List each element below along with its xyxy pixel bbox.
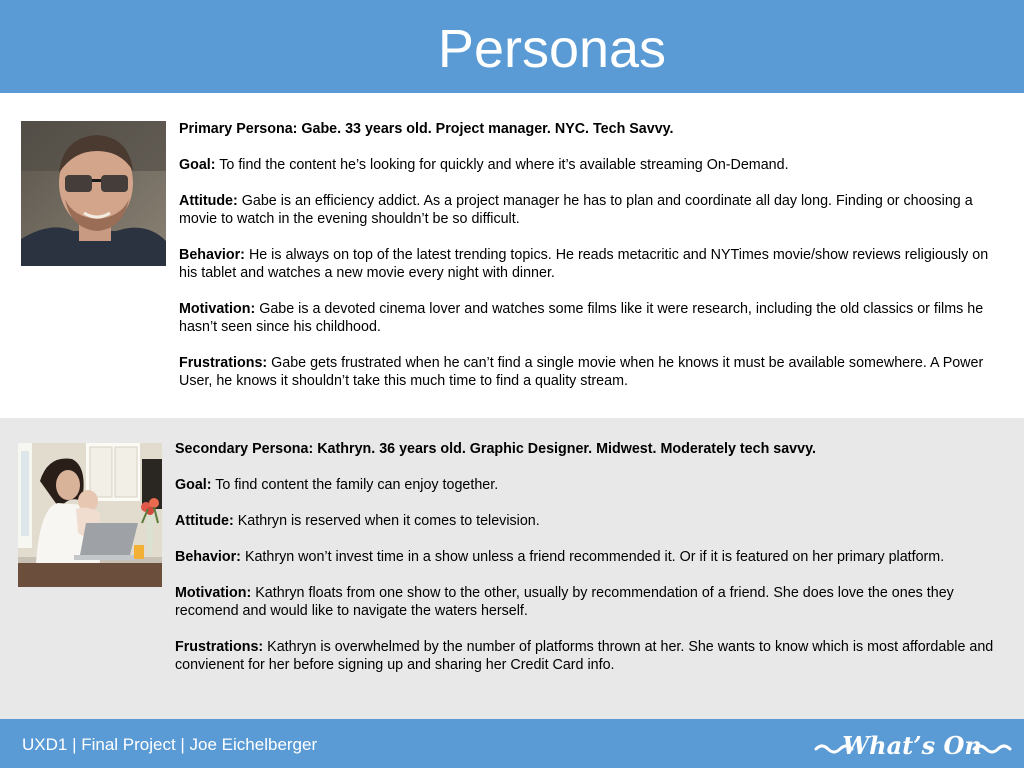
footer-bar (0, 719, 1024, 768)
goal-label: Goal: (179, 157, 216, 173)
attitude-text: Kathryn is reserved when it comes to television. (237, 513, 540, 529)
primary-attitude (179, 192, 1009, 228)
secondary-motivation (175, 584, 1005, 620)
page-title: Personas (437, 19, 667, 79)
motivation-label: Motivation: (179, 301, 256, 317)
logo-text: What’s On (842, 731, 982, 760)
behavior-text: Kathryn won’t invest time in a show unless a friend recommended it. Or if it is featured on her primary platform. (244, 549, 945, 565)
motivation-label: Motivation: (175, 585, 252, 601)
attitude-label: Attitude: (175, 513, 234, 529)
goal-label: Goal: (175, 477, 212, 493)
secondary-persona-text (175, 440, 1005, 692)
primary-persona-heading: Primary Persona: Gabe. 33 years old. Project manager. NYC. Tech Savvy. (179, 121, 674, 137)
behavior-label: Behavior: (179, 247, 245, 263)
primary-behavior (179, 246, 1009, 282)
whats-on-logo (814, 727, 1014, 763)
frustrations-label: Frustrations: (175, 639, 264, 655)
secondary-frustrations (175, 638, 1005, 674)
secondary-persona-section (0, 418, 1024, 719)
primary-persona-text (179, 120, 1009, 408)
secondary-goal (175, 476, 1005, 494)
behavior-text: He is always on top of the latest trending topics. He reads metacritic and NYTimes movie/show reviews religiously on his tablet and watches a new movie every night with dinner. (179, 247, 989, 281)
frustrations-label: Frustrations: (179, 355, 268, 371)
secondary-attitude (175, 512, 1005, 530)
goal-text: To find content the family can enjoy together. (215, 477, 499, 493)
gabe-photo (21, 121, 166, 266)
primary-frustrations (179, 354, 1009, 390)
attitude-label: Attitude: (179, 193, 238, 209)
motivation-text: Kathryn floats from one show to the other, usually by recommendation of a friend. She does love the ones they recomend and would like to navigate the waters herself. (175, 585, 954, 619)
secondary-behavior (175, 548, 1005, 566)
attitude-text: Gabe is an efficiency addict. As a project manager he has to plan and coordinate all day long. Finding or choosing a movie to watch in the evening shouldn’t be so difficult. (179, 193, 973, 227)
primary-persona-section (0, 93, 1024, 418)
motivation-text: Gabe is a devoted cinema lover and watches some films like it were research, including the old classics or films he hasn’t seen since his childhood. (179, 301, 984, 335)
goal-text: To find the content he’s looking for quickly and where it’s available streaming On-Demand. (219, 157, 789, 173)
header-bar (0, 0, 1024, 93)
primary-motivation (179, 300, 1009, 336)
frustrations-text: Gabe gets frustrated when he can’t find a single movie when he knows it must be available somewhere. A Power User, he knows it shouldn’t take this much time to find a quality stream. (179, 355, 984, 389)
kathryn-photo (18, 443, 162, 587)
footer-text: UXD1 | Final Project | Joe Eichelberger (22, 735, 318, 754)
primary-goal (179, 156, 1009, 174)
secondary-persona-heading: Secondary Persona: Kathryn. 36 years old. Graphic Designer. Midwest. Moderately tech savvy. (175, 441, 816, 457)
behavior-label: Behavior: (175, 549, 241, 565)
frustrations-text: Kathryn is overwhelmed by the number of platforms thrown at her. She wants to know which is most affordable and convienent for her before signing up and sharing her Credit Card info. (175, 639, 994, 673)
